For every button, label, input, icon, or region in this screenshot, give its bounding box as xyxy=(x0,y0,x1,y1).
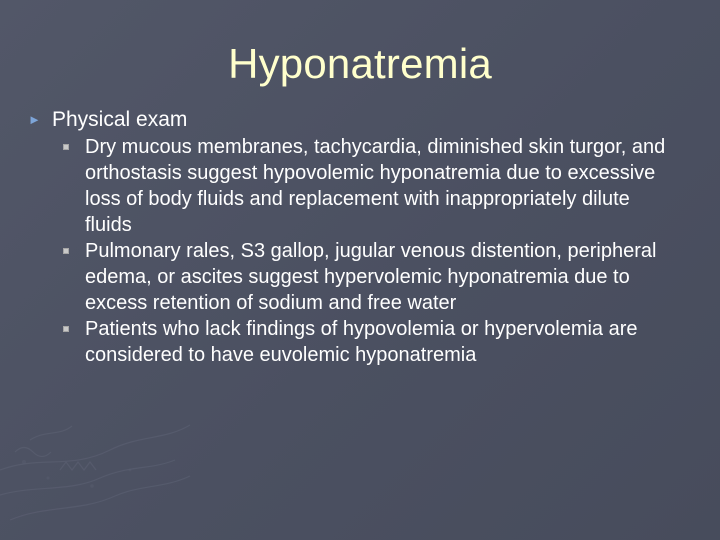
sub-bullet-item xyxy=(61,134,678,238)
square-bullet-icon xyxy=(63,248,69,254)
sub-bullet-item xyxy=(61,316,678,368)
sub-bullet-text: Pulmonary rales, S3 gallop, jugular venous distention, peripheral edema, or ascites suggest hypervolemic hyponatremia due to excess retention of sodium and free water xyxy=(85,240,657,314)
sub-bullet-text: Patients who lack findings of hypovolemia or hypervolemia are considered to have euvolemic hyponatremia xyxy=(85,318,638,366)
bullet-label: Physical exam xyxy=(52,108,188,131)
arrow-triangle-icon: ► xyxy=(28,112,41,127)
square-bullet-icon xyxy=(63,144,69,150)
sub-bullet-text: Dry mucous membranes, tachycardia, diminished skin turgor, and orthostasis suggest hypovolemic hyponatremia due to excessive loss of body fluids and replacement with inappropriately dilute fluids xyxy=(85,136,666,236)
slide-body xyxy=(28,106,678,368)
sub-bullet-item xyxy=(61,238,678,316)
sub-bullet-list xyxy=(61,134,678,368)
slide-title: Hyponatremia xyxy=(228,40,492,87)
bullet-physical-exam xyxy=(28,106,678,134)
square-bullet-icon xyxy=(63,326,69,332)
